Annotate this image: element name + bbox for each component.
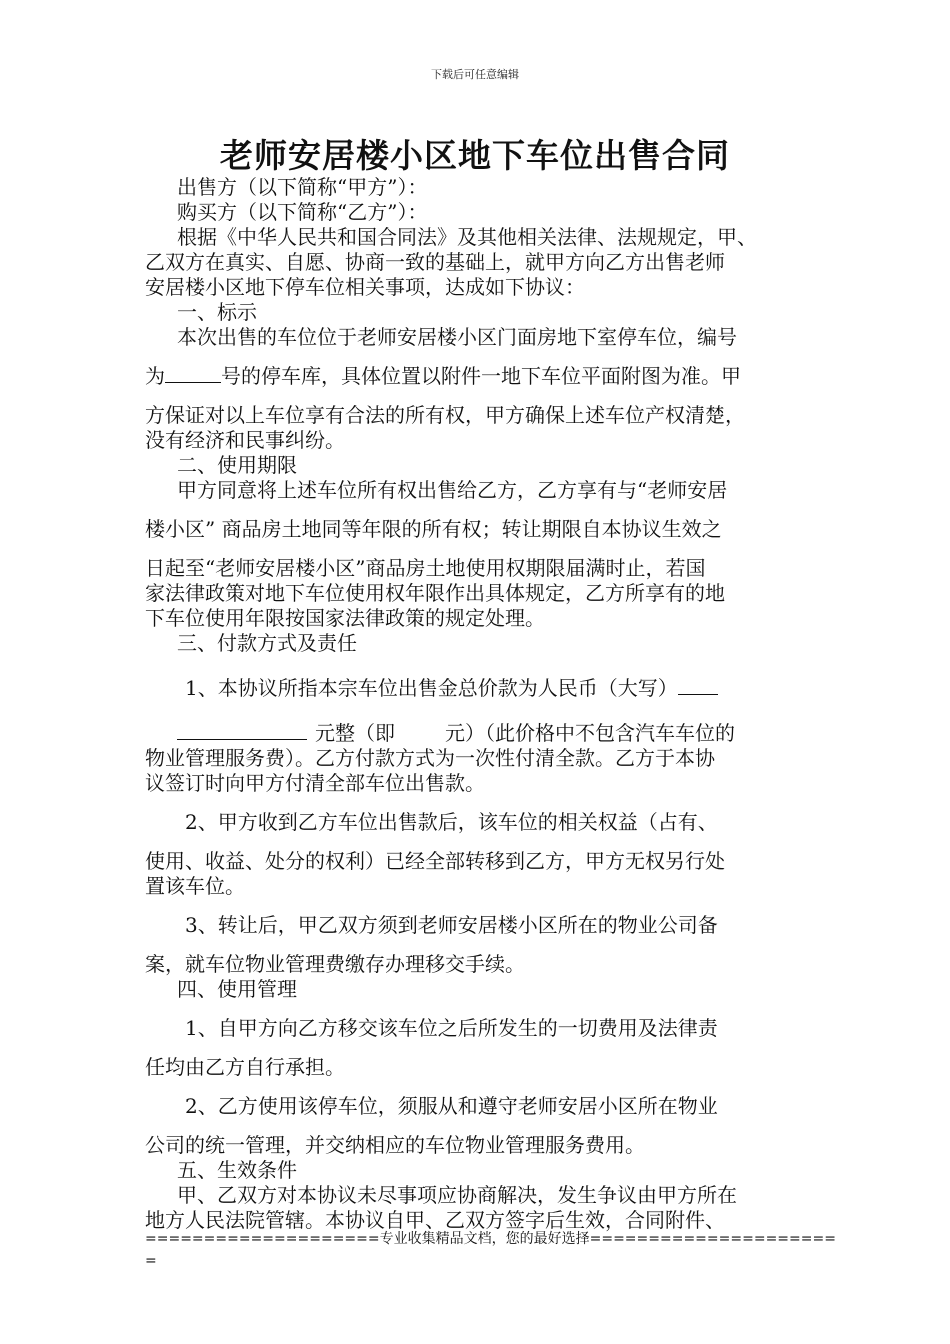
section-heading: 一、标示 [177,300,257,324]
clause-text [145,721,810,746]
section-text: 甲方同意将上述车位所有权出售给乙方，乙方享有与“老师安居 [177,478,728,502]
section-text: 方保证对以上车位享有合法的所有权，甲方确保上述车位产权清楚， [145,403,745,427]
clause-text: 1、自甲方向乙方移交该车位之后所发生的一切费用及法律责 [185,1016,718,1040]
section-text: 下车位使用年限按国家法律政策的规定处理。 [145,606,545,630]
intro-line: 乙双方在真实、自愿、协商一致的基础上，就甲方向乙方出售老师 [145,250,725,274]
section-text: 楼小区” 商品房土地同等年限的所有权；转让期限自本协议生效之 [145,517,722,541]
section-text: 本次出售的车位位于老师安居楼小区门面房地下室停车位，编号 [177,325,737,349]
document-title: 老师安居楼小区地下车位出售合同 [220,136,730,175]
intro-line: 安居楼小区地下停车位相关事项，达成如下协议： [145,275,585,299]
section-text: 家法律政策对地下车位使用权年限作出具体规定，乙方所享有的地 [145,581,725,605]
text-fragment: 元整（即 [315,721,395,745]
footer-line: = [145,1253,157,1269]
clause-text: 置该车位。 [145,874,245,898]
clause-text: 2、甲方收到乙方车位出售款后，该车位的相关权益（占有、 [185,810,718,834]
blank-space [177,721,307,740]
text-fragment: 元）（此价格中不包含汽车车位的 [445,721,735,745]
text-fragment: 为 [145,364,165,388]
clause-text: 3、转让后，甲乙双方须到老师安居楼小区所在的物业公司备 [185,913,718,937]
section-heading: 五、生效条件 [177,1158,297,1182]
section-text: 没有经济和民事纠纷。 [145,428,345,452]
footer-line: ====================专业收集精品文档，您的最好选择===================== [145,1231,836,1247]
clause-text: 案，就车位物业管理费缴存办理移交手续。 [145,952,525,976]
contract-body [145,175,810,1233]
section-heading: 四、使用管理 [177,977,297,1001]
clause-text: 使用、收益、处分的权利）已经全部转移到乙方，甲方无权另行处 [145,849,725,873]
section-text [145,364,810,389]
blank-space [678,676,718,695]
clause-text: 公司的统一管理，并交纳相应的车位物业管理服务费用。 [145,1133,645,1157]
blank-space [165,364,221,383]
section-heading: 三、付款方式及责任 [177,631,357,655]
text-fragment: 1、本协议所指本宗车位出售金总价款为人民币（大写） [185,676,678,700]
clause-text: 物业管理服务费）。乙方付款方式为一次性付清全款。乙方于本协 [145,746,715,770]
clause-text: 任均由乙方自行承担。 [145,1055,345,1079]
buyer-line: 购买方（以下简称“乙方”）： [177,200,428,224]
section-heading: 二、使用期限 [177,453,297,477]
section-text: 甲、乙双方对本协议未尽事项应协商解决，发生争议由甲方所在 [177,1183,737,1207]
intro-line: 根据《中华人民共和国合同法》及其他相关法律、法规规定，甲、 [177,225,757,249]
section-text: 日起至“老师安居楼小区”商品房土地使用权期限届满时止，若国 [145,556,706,580]
text-fragment: 号的停车库，具体位置以附件一地下车位平面附图为准。甲 [221,364,741,388]
header-note: 下载后可任意编辑 [431,68,519,81]
section-text: 地方人民法院管辖。本协议自甲、乙双方签字后生效，合同附件、 [145,1208,725,1232]
clause-text: 2、乙方使用该停车位，须服从和遵守老师安居小区所在物业 [185,1094,718,1118]
clause-text: 议签订时向甲方付清全部车位出售款。 [145,771,485,795]
footer-banner [145,1228,836,1272]
seller-line: 出售方（以下简称“甲方”）： [177,175,428,199]
clause-text [145,676,810,701]
